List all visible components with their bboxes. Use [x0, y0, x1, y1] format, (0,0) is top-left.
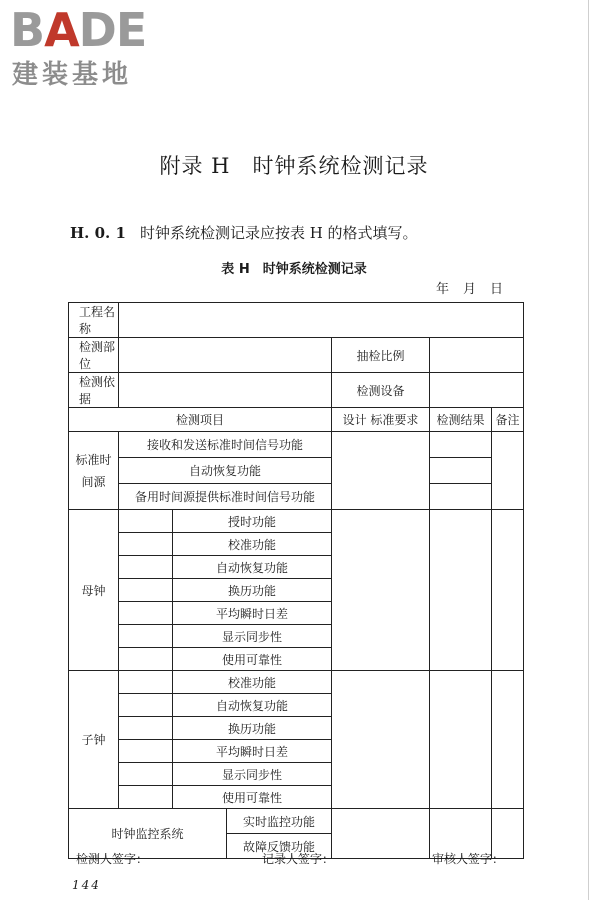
standard-source-item: 备用时间源提供标准时间信号功能 [119, 484, 332, 510]
clock-inspection-table [68, 302, 524, 859]
monitoring-item: 实时监控功能 [227, 809, 332, 834]
sampling-ratio-value[interactable] [430, 338, 524, 373]
reviewer-signature-label: 审核人签字： [432, 852, 505, 866]
slave-clock-item: 换历功能 [173, 717, 332, 740]
standard-source-item: 接收和发送标准时间信号功能 [119, 432, 332, 458]
master-clock-requirement[interactable] [332, 510, 430, 671]
bade-logo [10, 4, 180, 94]
table-caption: 表 H 时钟系统检测记录 [221, 262, 367, 277]
logo-subtitle: 建装基地 [12, 60, 133, 90]
header-remark: 备注 [492, 408, 524, 432]
master-clock-item: 平均瞬时日差 [173, 602, 332, 625]
inspection-basis-label: 检测依据 [69, 373, 119, 408]
project-name-label: 工程名称 [69, 303, 119, 338]
slave-clock-item: 使用可靠性 [173, 786, 332, 809]
clause-text: 时钟系统检测记录应按表 H 的格式填写。 [139, 224, 418, 242]
header-requirement: 设计 标准要求 [332, 408, 430, 432]
master-clock-item: 校准功能 [173, 533, 332, 556]
page-number: 144 [72, 878, 101, 892]
monitoring-item: 故障反馈功能 [227, 834, 332, 859]
inspection-part-value[interactable] [119, 338, 332, 373]
standard-source-item: 自动恢复功能 [119, 458, 332, 484]
master-clock-item: 换历功能 [173, 579, 332, 602]
slave-clock-label: 子钟 [69, 671, 119, 809]
master-clock-result[interactable] [430, 510, 492, 671]
master-clock-label: 母钟 [69, 510, 119, 671]
slave-clock-requirement[interactable] [332, 671, 430, 809]
clause-number: H. 0. 1 [70, 224, 126, 242]
master-clock-item: 自动恢复功能 [173, 556, 332, 579]
master-clock-item: 使用可靠性 [173, 648, 332, 671]
inspection-basis-value[interactable] [119, 373, 332, 408]
date-line: 年月日 [436, 282, 518, 297]
logo-wordmark: BADE [10, 3, 147, 57]
slave-clock-item: 平均瞬时日差 [173, 740, 332, 763]
clause-paragraph [70, 222, 418, 243]
inspection-part-label: 检测部位 [69, 338, 119, 373]
slave-clock-item: 校准功能 [173, 671, 332, 694]
inspection-equipment-value[interactable] [430, 373, 524, 408]
header-items: 检测项目 [69, 408, 332, 432]
monitoring-label: 时钟监控系统 [69, 809, 227, 859]
monitoring-requirement[interactable] [332, 809, 430, 859]
standard-source-remark[interactable] [492, 432, 524, 510]
standard-source-result[interactable] [430, 484, 492, 510]
standard-source-result[interactable] [430, 432, 492, 458]
inspector-signature-label: 检测人签字： [76, 852, 149, 866]
project-name-value[interactable] [119, 303, 524, 338]
sampling-ratio-label: 抽检比例 [332, 338, 430, 373]
standard-source-result[interactable] [430, 458, 492, 484]
slave-clock-result[interactable] [430, 671, 492, 809]
header-result: 检测结果 [430, 408, 492, 432]
slave-clock-item: 显示同步性 [173, 763, 332, 786]
standard-source-label: 标准时间源 [69, 432, 119, 510]
master-clock-item: 授时功能 [173, 510, 332, 533]
inspection-equipment-label: 检测设备 [332, 373, 430, 408]
appendix-title: 附录 H 时钟系统检测记录 [159, 154, 429, 178]
master-clock-remark[interactable] [492, 510, 524, 671]
recorder-signature-label: 记录人签字： [262, 852, 335, 866]
slave-clock-remark[interactable] [492, 671, 524, 809]
slave-clock-item: 自动恢复功能 [173, 694, 332, 717]
master-clock-item: 显示同步性 [173, 625, 332, 648]
standard-source-requirement[interactable] [332, 432, 430, 510]
